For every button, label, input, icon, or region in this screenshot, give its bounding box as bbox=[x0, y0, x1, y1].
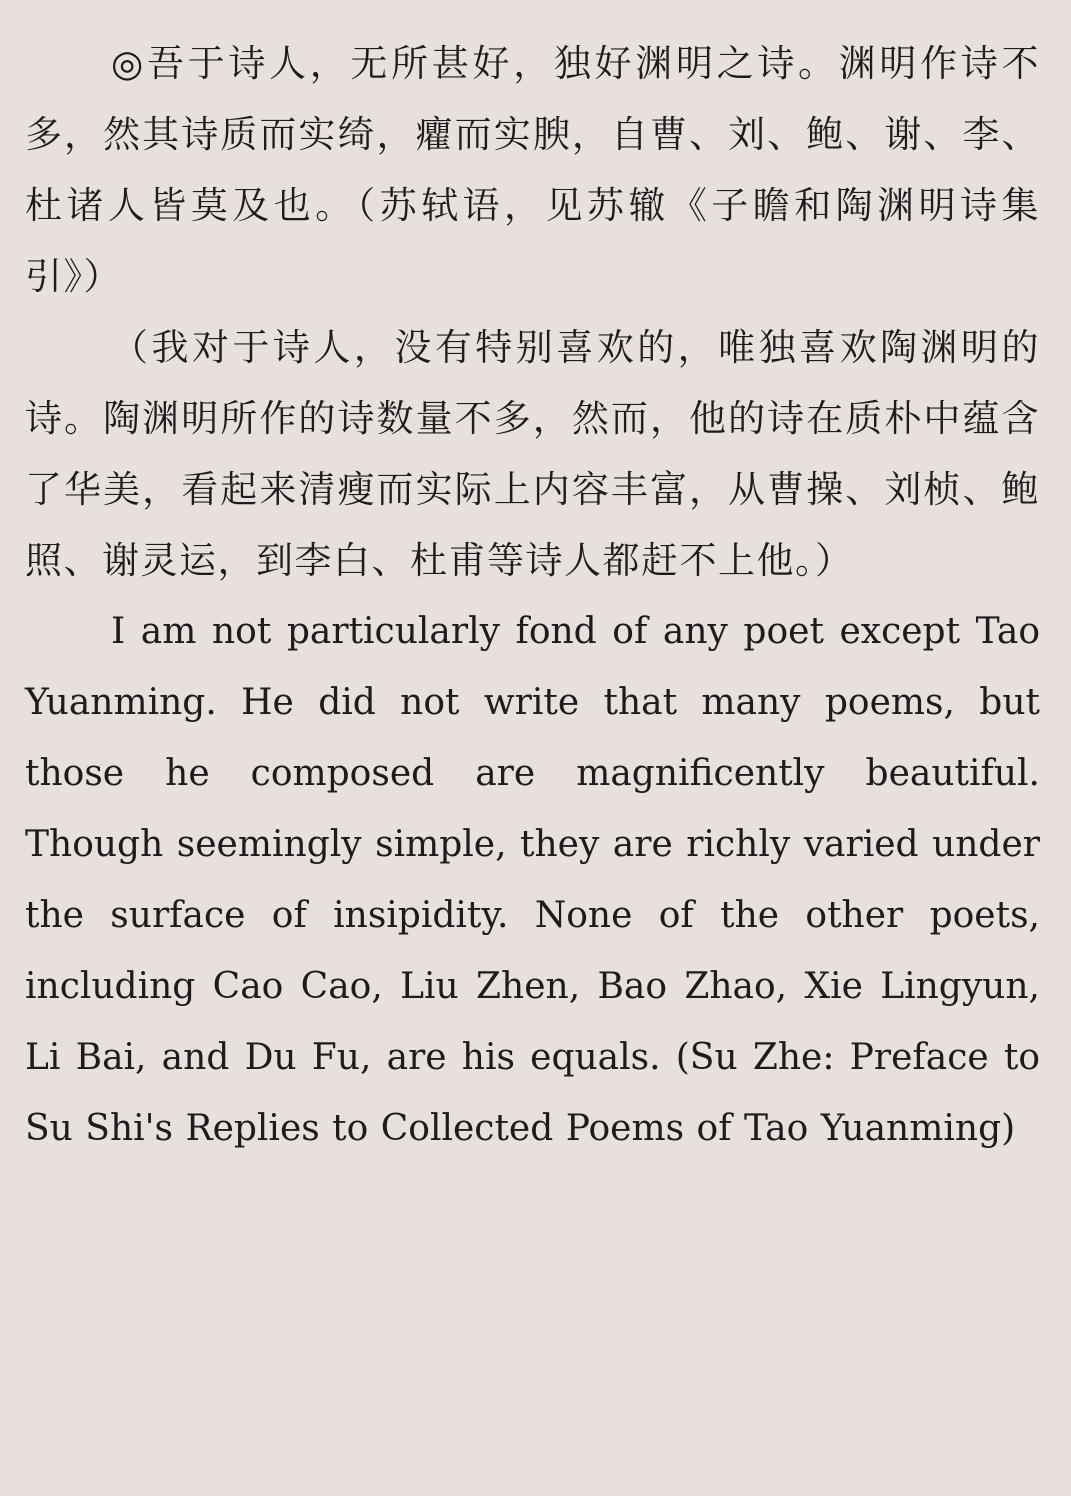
document-page bbox=[25, 28, 1040, 1164]
classical-chinese-quote: ◎吾于诗人，无所甚好，独好渊明之诗。渊明作诗不多，然其诗质而实绮，癯而实腴，自曹、刘、鲍、谢、李、杜诸人皆莫及也。（苏轼语，见苏辙《子瞻和陶渊明诗集引》） bbox=[25, 42, 1040, 298]
modern-chinese-translation: （我对于诗人，没有特别喜欢的，唯独喜欢陶渊明的诗。陶渊明所作的诗数量不多，然而，他的诗在质朴中蕴含了华美，看起来清瘦而实际上内容丰富，从曹操、刘桢、鲍照、谢灵运，到李白、杜甫等诗人都赶不上他。） bbox=[25, 326, 1040, 582]
english-translation: I am not particularly fond of any poet except Tao Yuanming. He did not write that many poems, but those he composed are magnificently beautiful. Though seemingly simple, they are richly varied under the surface of insipidity. None of the other poets, including Cao Cao, Liu Zhen, Bao Zhao, Xie Lingyun, Li Bai, and Du Fu, are his equals. (Su Zhe: Preface to Su Shi's Replies to Collected Poems of Tao Yuanming) bbox=[25, 611, 1040, 1149]
